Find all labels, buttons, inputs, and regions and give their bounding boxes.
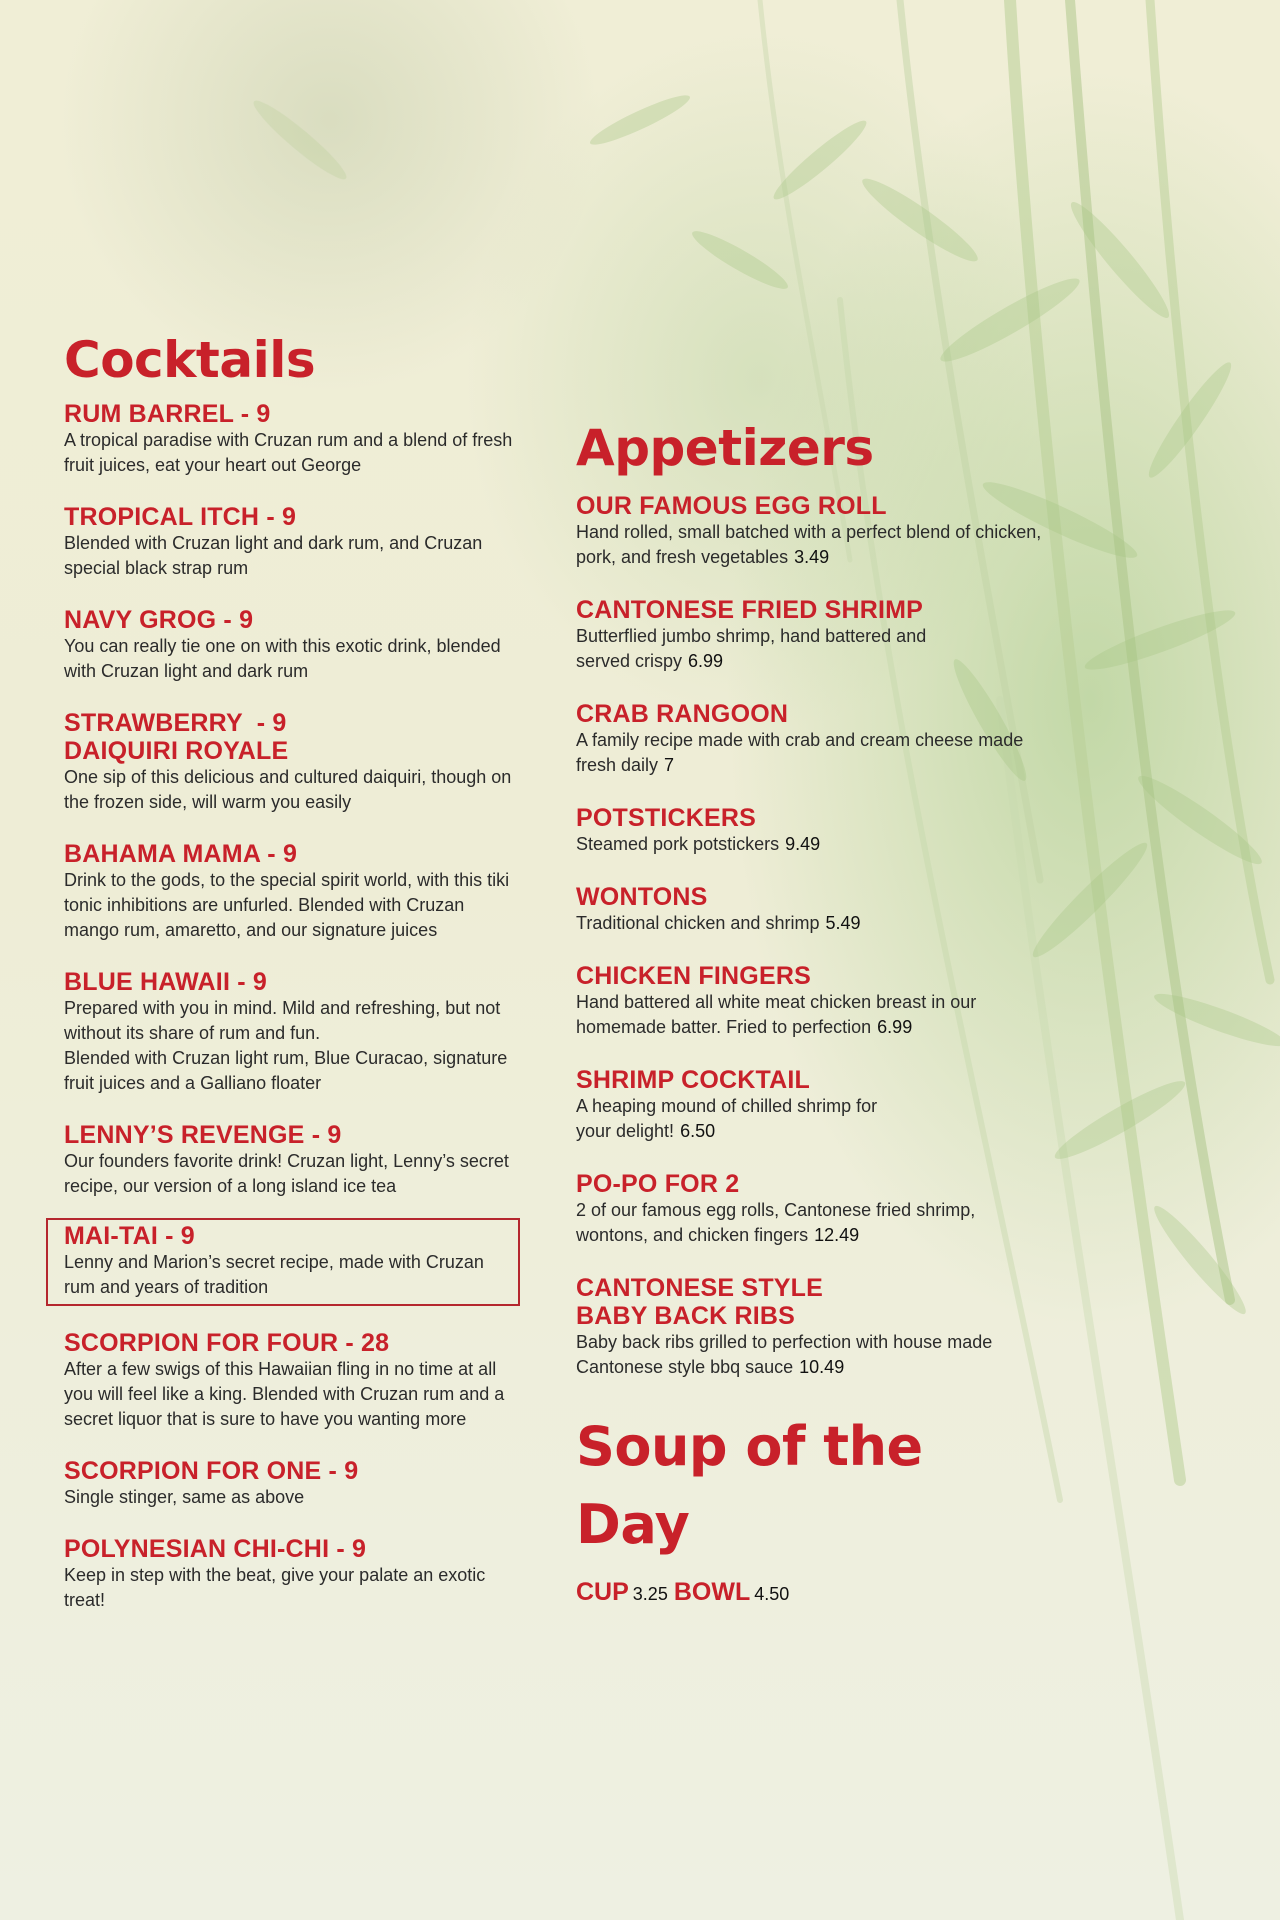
item-name: POTSTICKERS: [576, 804, 756, 832]
bowl-price: 4.50: [754, 1584, 790, 1604]
item-description: [576, 520, 1046, 570]
item-price: 7: [664, 755, 675, 775]
item-name: SCORPION FOR FOUR - 28: [64, 1329, 390, 1357]
item-price: 10.49: [799, 1357, 845, 1377]
item-description-text: Traditional chicken and shrimp: [576, 913, 820, 933]
item-description: Drink to the gods, to the special spirit world, with this tiki tonic inhibitions are unfurled. Blended with Cruzan mango rum, amaretto, and our signature juices: [64, 870, 510, 940]
soup-prices: [576, 1578, 1046, 1607]
item-name: CANTONESE FRIED SHRIMP: [576, 596, 924, 624]
item-description: [576, 911, 1046, 936]
item-price: 12.49: [814, 1225, 860, 1245]
item-description-text: 2 of our famous egg rolls, Cantonese fried shrimp, wontons, and chicken fingers: [576, 1200, 976, 1245]
item-description-text: Hand rolled, small batched with a perfect blend of chicken, pork, and fresh vegetables: [576, 522, 1042, 567]
item-name: OUR FAMOUS EGG ROLL: [576, 492, 887, 520]
item-name-line2: DAIQUIRI ROYALE: [64, 737, 289, 765]
item-description: Keep in step with the beat, give your palate an exotic treat!: [64, 1565, 486, 1610]
menu-item-wontons: [576, 883, 1046, 936]
item-name: RUM BARREL - 9: [64, 400, 271, 428]
item-description: Single stinger, same as above: [64, 1487, 305, 1507]
menu-item-egg-roll: [576, 492, 1046, 570]
item-price: 9.49: [785, 834, 821, 854]
menu-item-rum-barrel: [64, 400, 524, 478]
item-price: 6.99: [877, 1017, 913, 1037]
menu-item-scorpion-for-one: [64, 1457, 524, 1510]
cocktails-title: Cocktails: [64, 331, 316, 389]
item-description: [576, 832, 1046, 857]
item-name: NAVY GROG - 9: [64, 606, 254, 634]
item-description: One sip of this delicious and cultured daiquiri, though on the frozen side, will warm you easily: [64, 767, 512, 812]
item-description: You can really tie one on with this exotic drink, blended with Cruzan light and dark rum: [64, 636, 501, 681]
item-description-text: Butterflied jumbo shrimp, hand battered and served crispy: [576, 626, 927, 671]
soup-title: [576, 1408, 1046, 1564]
menu-item-crab-rangoon: [576, 700, 1046, 778]
item-description: [576, 990, 1046, 1040]
item-name: LENNY’S REVENGE - 9: [64, 1121, 342, 1149]
menu-item-bahama-mama: [64, 840, 524, 943]
item-name: BAHAMA MAMA - 9: [64, 840, 298, 868]
cocktails-section: [64, 330, 524, 1638]
item-description-text: A heaping mound of chilled shrimp for your delight!: [576, 1096, 878, 1141]
item-description: [576, 728, 1046, 778]
item-description: [576, 1094, 896, 1144]
item-description: Blended with Cruzan light and dark rum, and Cruzan special black strap rum: [64, 533, 483, 578]
item-name: CHICKEN FINGERS: [576, 962, 811, 990]
item-name: SHRIMP COCKTAIL: [576, 1066, 811, 1094]
appetizers-title: Appetizers: [576, 419, 874, 477]
item-description-text: Steamed pork potstickers: [576, 834, 780, 854]
item-description: [576, 624, 936, 674]
menu-item-baby-back-ribs: [576, 1274, 1046, 1380]
item-name: CRAB RANGOON: [576, 700, 789, 728]
item-description: [576, 1330, 1046, 1380]
menu-item-scorpion-for-four: [64, 1329, 524, 1432]
item-name: BLUE HAWAII - 9: [64, 968, 268, 996]
item-description: Lenny and Marion’s secret recipe, made with Cruzan rum and years of tradition: [64, 1252, 484, 1297]
cup-label: CUP: [576, 1578, 629, 1606]
item-name: POLYNESIAN CHI-CHI - 9: [64, 1535, 367, 1563]
menu-item-lennys-revenge: [64, 1121, 524, 1199]
item-description-text: Baby back ribs grilled to perfection with house made Cantonese style bbq sauce: [576, 1332, 993, 1377]
item-description: A tropical paradise with Cruzan rum and a blend of fresh fruit juices, eat your heart out George: [64, 430, 513, 475]
soup-section: [576, 1408, 1046, 1607]
soup-title-line2: Day: [576, 1493, 690, 1556]
item-description: Our founders favorite drink! Cruzan light, Lenny’s secret recipe, our version of a long island ice tea: [64, 1151, 509, 1196]
item-name: MAI-TAI - 9: [64, 1222, 195, 1250]
menu-item-po-po-for-2: [576, 1170, 1046, 1248]
item-description: After a few swigs of this Hawaiian fling in no time at all you will feel like a king. Blended with Cruzan rum and a secret liquor that is sure to have you wanting more: [64, 1359, 505, 1429]
cup-price: 3.25: [632, 1584, 668, 1604]
menu-item-tropical-itch: [64, 503, 524, 581]
item-name: PO-PO FOR 2: [576, 1170, 740, 1198]
soup-title-line1: Soup of the: [576, 1415, 923, 1478]
menu-item-navy-grog: [64, 606, 524, 684]
bowl-label: BOWL: [673, 1578, 751, 1606]
item-description: [576, 1198, 1046, 1248]
item-name: SCORPION FOR ONE - 9: [64, 1457, 359, 1485]
item-price: 5.49: [825, 913, 861, 933]
item-name: CANTONESE STYLE: [576, 1274, 824, 1302]
item-name-line2: BABY BACK RIBS: [576, 1302, 796, 1330]
item-description: Prepared with you in mind. Mild and refreshing, but not without its share of rum and fun.: [64, 998, 501, 1043]
item-name: WONTONS: [576, 883, 708, 911]
menu-item-strawberry-daiquiri: [64, 709, 524, 815]
item-price: 3.49: [794, 547, 830, 567]
menu-item-polynesian-chi-chi: [64, 1535, 524, 1613]
item-description-text: Hand battered all white meat chicken breast in our homemade batter. Fried to perfection: [576, 992, 977, 1037]
item-name: TROPICAL ITCH - 9: [64, 503, 297, 531]
menu-item-cantonese-fried-shrimp: [576, 596, 1046, 674]
item-price: 6.99: [688, 651, 724, 671]
appetizers-section: [576, 418, 1046, 1607]
item-description-2: Blended with Cruzan light rum, Blue Curacao, signature fruit juices and a Galliano floater: [64, 1048, 508, 1093]
item-name: STRAWBERRY - 9: [64, 709, 287, 737]
menu-item-potstickers: [576, 804, 1046, 857]
item-price: 6.50: [680, 1121, 716, 1141]
menu-item-mai-tai: [48, 1220, 518, 1304]
item-description-text: A family recipe made with crab and cream cheese made fresh daily: [576, 730, 1024, 775]
menu-item-blue-hawaii: [64, 968, 524, 1096]
menu-item-shrimp-cocktail: [576, 1066, 1046, 1144]
menu-item-chicken-fingers: [576, 962, 1046, 1040]
